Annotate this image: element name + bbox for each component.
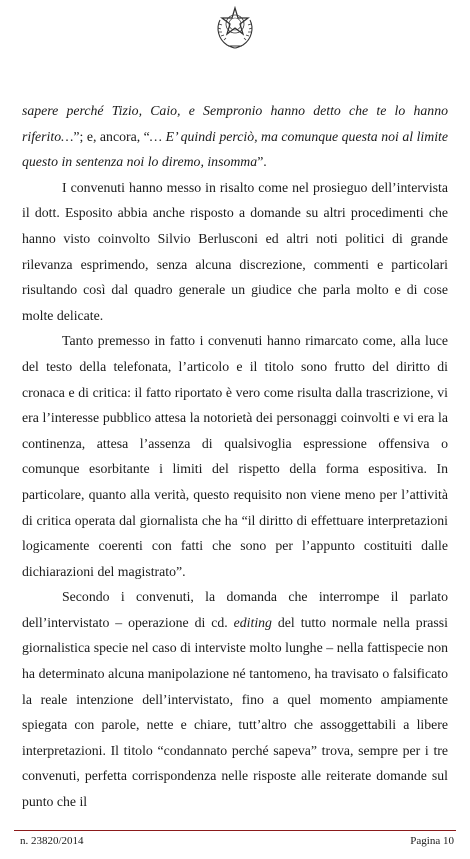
case-number: n. 23820/2014 (20, 835, 84, 847)
paragraph-editing-argument (22, 584, 448, 814)
footer-rule (14, 830, 456, 831)
text-run: ”. (257, 154, 267, 170)
text-run: sapere perché Tizio, Caio, e Sempronio hanno detto che te lo hanno riferito… (22, 103, 448, 144)
italian-republic-emblem-icon (214, 6, 256, 50)
text-run: editing (233, 614, 272, 630)
text-run: I convenuti hanno messo in risalto come nel prosieguo dell’intervista il dott. Esposito abbia anche risposto a domande su altri procedimenti che hanno visto coinvolto Silvio Berlusconi ed altri noti politici di grande rilevanza esprimendo, senza alcuna discrezione, commenti e particolari risultando così dal quadro generale un giudice che parla molto e di cose molte delicate. (22, 179, 448, 323)
document-body (22, 98, 448, 815)
text-run: ”; e, ancora, “ (73, 128, 150, 144)
paragraph-interview-followup (22, 175, 448, 329)
text-run: Tanto premesso in fatto i convenuti hanno rimarcato come, alla luce del testo della telefonata, l’articolo e il titolo sono frutto del diritto di cronaca e di critica: il fatto riportato è vero come risulta dalla trascrizione, vi era l’interesse pubblico attesa la notorietà dei personaggi coinvolti e vi era la continenza, attesa l’assenza di qualsivoglia espressione offensiva o comunque esorbitante i limiti del rispetto della forma espositiva. In particolare, quanto alla verità, questo requisito non viene meno per l’attività di critica operata dal giornalista che ha “il diritto di effettuare interpretazioni logicamente coerenti con fatti che sono per l’appunto costituiti dalle dichiarazioni del magistrato”. (22, 333, 448, 579)
text-run: … E’ quindi perciò, ma comunque questa noi al limite questo in sentenza noi lo diremo, insomma (22, 128, 448, 170)
page-number: Pagina 10 (410, 835, 454, 847)
paragraph-quote-continuation (22, 98, 448, 175)
paragraph-right-of-reporting (22, 328, 448, 584)
text-run: Secondo i convenuti, la domanda che interrompe il parlato dell’intervistato – operazione di cd. (22, 589, 448, 630)
text-run: del tutto normale nella prassi giornalistica specie nel caso di interviste molto lunghe – nella fattispecie non ha determinato alcuna manipolazione né tantomeno, ha travisato o falsificato la reale intenzione dell’intervistato, fino a quel momento ampiamente spiegata con parole, nette e chiare, tutt’altro che assoggettabili a libere interpretazioni. Il titolo “condannato perché sapeva” trova, sempre per i tre convenuti, perfetta corrispondenza nelle risposte alle reiterate domande sul punto che il (22, 614, 448, 810)
